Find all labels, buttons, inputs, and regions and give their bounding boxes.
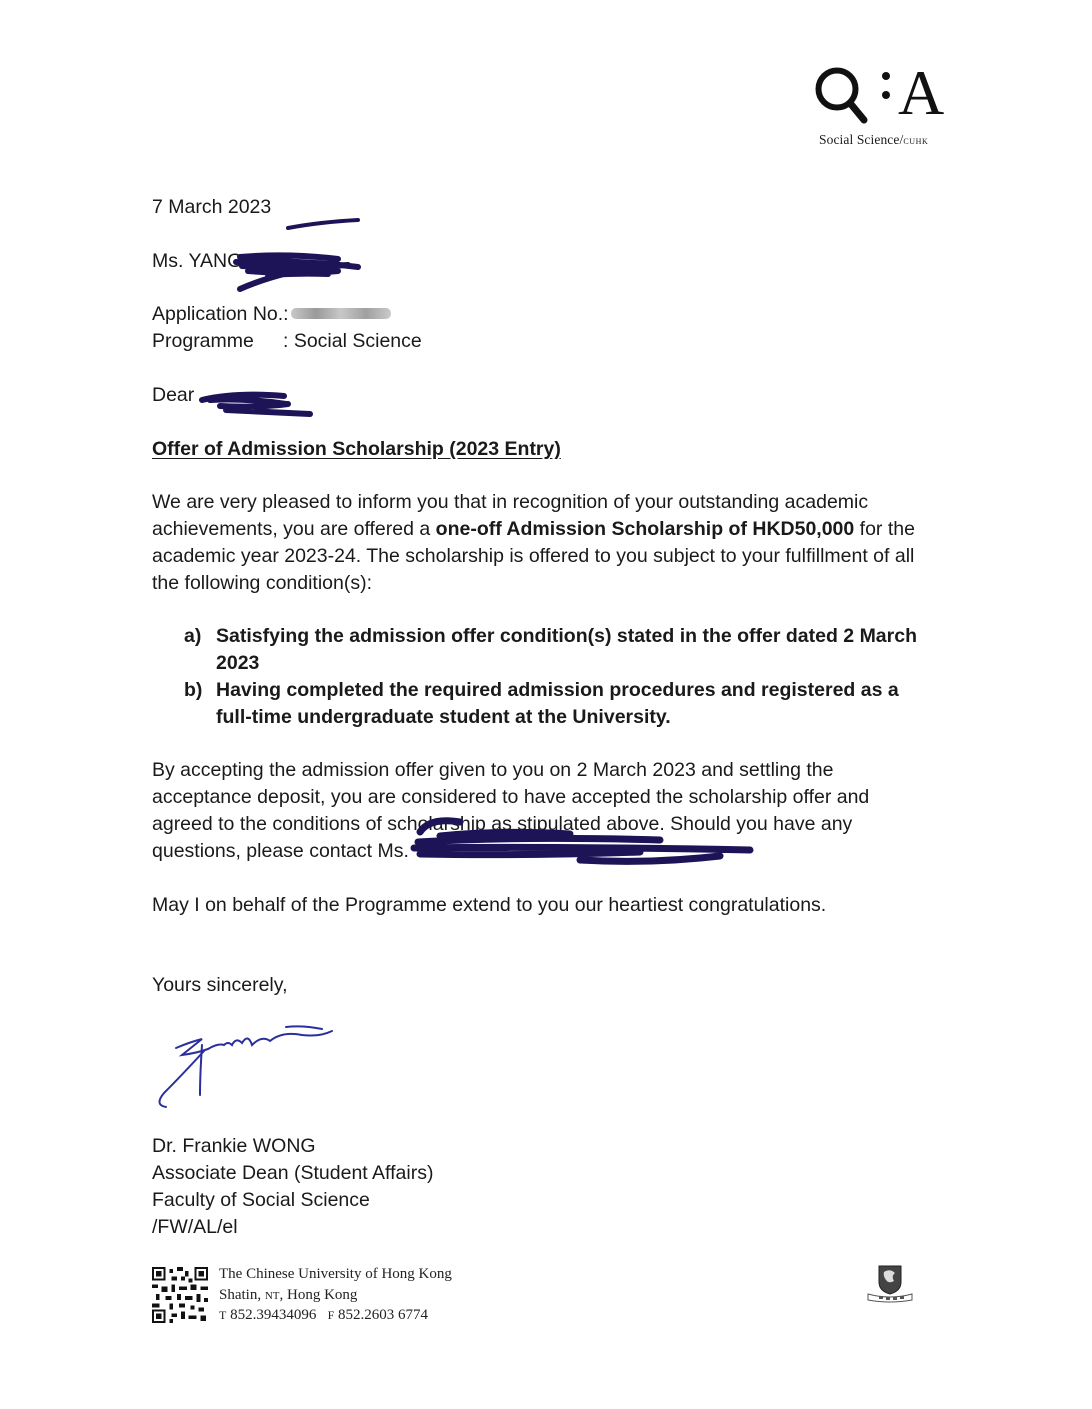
- logo-subtitle-cuhk: cuhk: [903, 133, 929, 147]
- fax-number: 852.2603 6774: [338, 1307, 429, 1323]
- condition-item: [184, 623, 934, 677]
- address-region: nt: [264, 1286, 280, 1303]
- tel-label: T: [219, 1308, 227, 1322]
- signatory-faculty: Faculty of Social Science: [152, 1189, 370, 1211]
- condition-label: b): [184, 679, 203, 701]
- programme-value: : Social Science: [283, 330, 422, 352]
- salutation: Dear: [152, 384, 195, 406]
- condition-text: Having completed the required admission procedures and registered as a full-time undergraduate student at the University.: [216, 679, 899, 728]
- letter-date: 7 March 2023: [152, 196, 272, 218]
- scholarship-amount: one-off Admission Scholarship of HKD50,000: [435, 518, 855, 540]
- cuhk-crest-icon: [865, 1264, 915, 1304]
- telephone-number: 852.39434096: [230, 1307, 317, 1323]
- signature: [152, 1015, 342, 1115]
- closing: Yours sincerely,: [152, 974, 288, 996]
- application-no-blurred: [291, 308, 391, 319]
- logo-subtitle-text: Social Science/: [819, 132, 904, 147]
- salutation-name-redaction: [196, 386, 321, 418]
- acceptance-paragraph: By accepting the admission offer given to you on 2 March 2023 and settling the acceptance deposit, you are considered to have accepted the scholarship offer and agreed to the conditions of scholarship as stipulated above. Should you have any questions, please contact Ms.: [152, 759, 870, 862]
- footer-address: [219, 1264, 452, 1326]
- recipient-redaction: [228, 245, 373, 295]
- signatory-name: Dr. Frankie WONG: [152, 1135, 316, 1157]
- application-no-label: Application No.:: [152, 303, 289, 325]
- intro-paragraph: [152, 489, 942, 597]
- recipient-name: Ms. YANG: [152, 250, 243, 272]
- address-text-cont: , Hong Kong: [279, 1286, 358, 1303]
- programme-label: Programme: [152, 330, 254, 352]
- redaction-mark: [280, 214, 370, 234]
- contact-redaction: [400, 812, 770, 872]
- institution-name: The Chinese University of Hong Kong: [219, 1266, 452, 1282]
- svg-text:A: A: [898, 58, 945, 128]
- intro-text: We are very pleased to inform you that in recognition of your outstanding academic achievements, you are offered a: [152, 491, 869, 540]
- condition-label: a): [184, 625, 202, 647]
- contact-line: [219, 1305, 452, 1326]
- reference-code: /FW/AL/el: [152, 1216, 238, 1238]
- intro-text-cont: for the academic year 2023-24. The scholarship is offered to you subject to your fulfillment of all the following condition(s):: [152, 518, 915, 594]
- signatory-title: Associate Dean (Student Affairs): [152, 1162, 434, 1184]
- condition-item: [184, 677, 934, 731]
- address-line: [219, 1285, 452, 1306]
- letter-subject: Offer of Admission Scholarship (2023 Entry): [152, 438, 561, 460]
- fax-label: F: [327, 1308, 335, 1322]
- logo-subtitle: [819, 132, 928, 148]
- congratulations-line: May I on behalf of the Programme extend to you our heartiest congratulations.: [152, 894, 827, 916]
- qr-code-icon[interactable]: [152, 1267, 208, 1323]
- address-text: Shatin,: [219, 1286, 265, 1303]
- condition-text: Satisfying the admission offer condition(s) stated in the offer dated 2 March 2023: [216, 625, 918, 674]
